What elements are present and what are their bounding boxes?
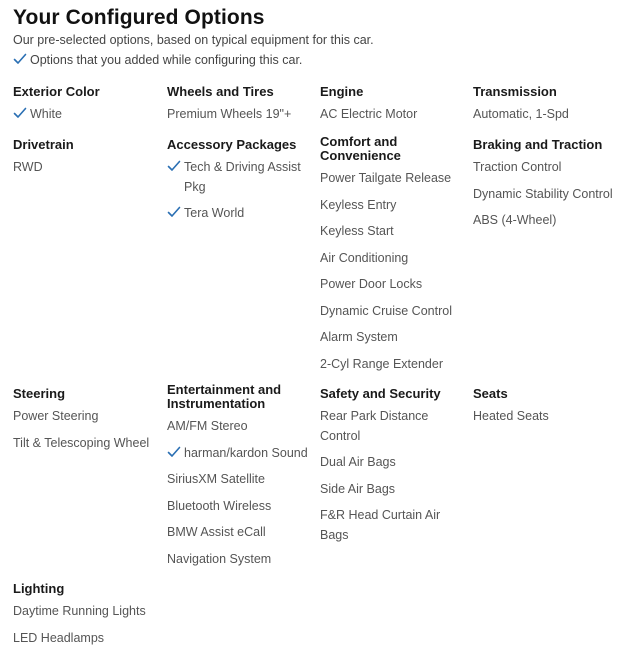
option-item <box>167 444 317 464</box>
option-label: Premium Wheels 19"+ <box>167 107 292 121</box>
option-item <box>320 506 470 545</box>
option-list <box>473 158 618 231</box>
option-item <box>320 407 470 446</box>
checkmark-icon <box>167 206 181 218</box>
option-list <box>320 407 470 545</box>
option-item <box>167 417 317 437</box>
option-list <box>13 158 163 178</box>
option-label: Dual Air Bags <box>320 455 396 469</box>
section-title: Steering <box>13 386 66 401</box>
option-list <box>320 105 470 125</box>
option-item <box>473 105 622 125</box>
option-list <box>167 105 317 125</box>
option-label: Power Steering <box>13 409 99 423</box>
checkmark-icon <box>13 107 27 119</box>
page-subtitle: Our pre-selected options, based on typical equipment for this car. <box>13 33 374 47</box>
option-item <box>13 602 163 622</box>
option-item <box>320 169 470 189</box>
option-label: harman/kardon Sound <box>184 445 308 460</box>
option-item <box>320 480 470 500</box>
option-label: Power Door Locks <box>320 277 423 291</box>
option-item <box>473 158 618 178</box>
section-seats <box>473 387 622 434</box>
section-title: Braking and Traction <box>473 137 603 152</box>
section-safety-and-security <box>320 387 470 552</box>
option-item <box>13 434 163 454</box>
option-label: Dynamic Stability Control <box>473 186 613 201</box>
page-title: Your Configured Options <box>13 6 265 29</box>
option-list <box>13 105 163 125</box>
option-label: Bluetooth Wireless <box>167 498 272 513</box>
option-item <box>320 249 470 269</box>
option-item <box>167 550 317 570</box>
option-label: ABS (4-Wheel) <box>473 213 557 227</box>
option-item <box>320 453 470 473</box>
option-item <box>13 407 163 427</box>
option-list <box>473 407 622 427</box>
option-label: Heated Seats <box>473 409 549 423</box>
option-list <box>473 105 622 125</box>
option-label: Alarm System <box>320 330 398 344</box>
option-item <box>473 185 618 205</box>
option-list <box>167 158 317 224</box>
option-item <box>13 105 163 125</box>
section-entertainment-and-instrumentation <box>167 383 317 576</box>
option-item <box>320 222 470 242</box>
checkmark-icon <box>167 160 181 172</box>
configured-options-page <box>13 6 619 68</box>
option-item <box>13 158 163 178</box>
option-item <box>320 302 470 322</box>
section-title: Wheels and Tires <box>167 84 274 99</box>
option-list <box>167 417 317 569</box>
option-label: Air Conditioning <box>320 250 409 265</box>
option-label: LED Headlamps <box>13 630 105 645</box>
section-title: Transmission <box>473 84 557 99</box>
option-item <box>320 105 470 125</box>
option-label: Automatic, 1-Spd <box>473 107 569 121</box>
section-braking-and-traction <box>473 138 618 238</box>
legend-text: Options that you added while configuring this car. <box>30 53 303 67</box>
option-list <box>13 407 163 453</box>
option-item <box>167 204 317 224</box>
option-item <box>473 211 618 231</box>
section-title: Accessory Packages <box>167 137 297 152</box>
option-label: Keyless Entry <box>320 197 397 212</box>
option-label: Tera World <box>184 206 245 220</box>
option-label: Tech & Driving Assist Pkg <box>184 160 301 194</box>
option-item <box>320 275 470 295</box>
section-title: Engine <box>320 84 364 99</box>
section-title: Comfort and Convenience <box>320 134 401 163</box>
option-item <box>167 105 317 125</box>
section-steering <box>13 387 163 460</box>
option-label: Keyless Start <box>320 224 394 238</box>
option-label: 2-Cyl Range Extender <box>320 356 443 371</box>
option-label: F&R Head Curtain Air Bags <box>320 508 441 542</box>
option-item <box>473 407 622 427</box>
added-options-legend <box>13 52 619 68</box>
section-engine <box>320 85 470 132</box>
section-title: Exterior Color <box>13 84 100 99</box>
option-label: SiriusXM Satellite <box>167 472 265 486</box>
option-item <box>167 470 317 490</box>
option-label: BMW Assist eCall <box>167 525 266 539</box>
checkmark-icon <box>13 53 27 65</box>
option-label: Daytime Running Lights <box>13 604 146 618</box>
option-label: Power Tailgate Release <box>320 171 452 185</box>
section-transmission <box>473 85 622 132</box>
checkmark-icon <box>167 446 181 458</box>
option-list <box>13 602 163 648</box>
section-title: Lighting <box>13 581 65 596</box>
option-label: White <box>30 107 62 121</box>
option-item <box>167 523 317 543</box>
section-exterior-color <box>13 85 163 132</box>
option-item <box>320 328 470 348</box>
option-item <box>167 497 317 517</box>
option-list <box>320 169 470 374</box>
option-item <box>320 196 470 216</box>
section-title: Entertainment and Instrumentation <box>167 382 282 411</box>
option-item <box>167 158 317 197</box>
option-label: Rear Park Distance Control <box>320 409 429 443</box>
section-comfort-and-convenience <box>320 135 470 381</box>
option-label: Navigation System <box>167 551 272 566</box>
section-drivetrain <box>13 138 163 185</box>
option-label: Side Air Bags <box>320 481 396 496</box>
option-label: Dynamic Cruise Control <box>320 303 452 318</box>
option-label: Tilt & Telescoping Wheel <box>13 435 150 450</box>
option-label: AM/FM Stereo <box>167 419 248 433</box>
option-item <box>13 629 163 649</box>
option-label: RWD <box>13 160 43 174</box>
section-lighting <box>13 582 163 655</box>
option-label: Traction Control <box>473 160 562 174</box>
section-title: Drivetrain <box>13 137 74 152</box>
section-accessory-packages <box>167 138 317 231</box>
option-label: AC Electric Motor <box>320 107 418 121</box>
section-title: Seats <box>473 386 508 401</box>
section-wheels-and-tires <box>167 85 317 132</box>
section-title: Safety and Security <box>320 386 441 401</box>
option-item <box>320 355 470 375</box>
